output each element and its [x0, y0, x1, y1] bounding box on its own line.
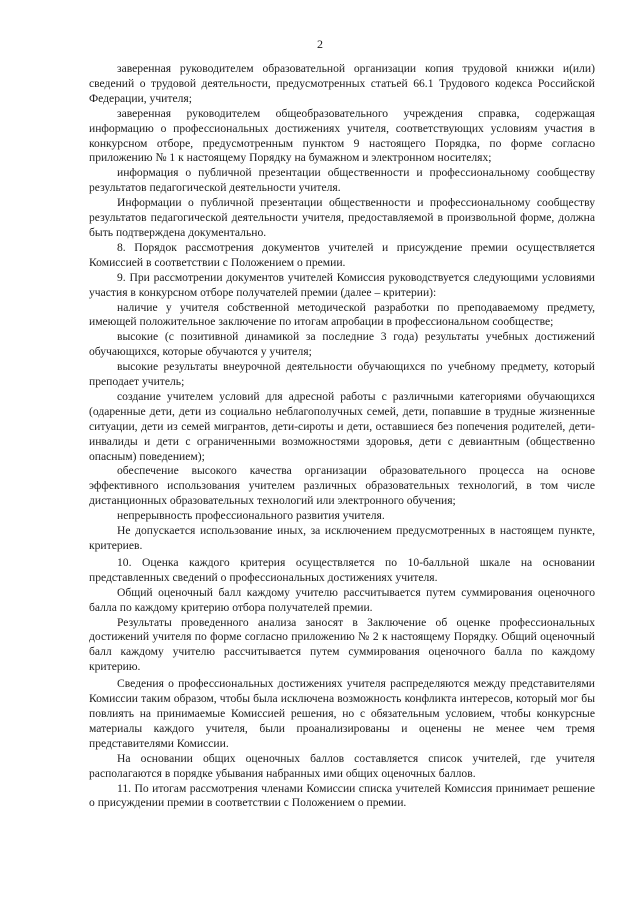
paragraph: заверенная руководителем образовательной организации копия трудовой книжки и(или) сведений о трудовой деятельности, предусмотренных статьей 66.1 Трудового кодекса Российской Федерации, учителя; [89, 62, 595, 105]
paragraph: Не допускается использование иных, за исключением предусмотренных в настоящем пункте, критериев. [89, 524, 595, 552]
paragraph: 11. По итогам рассмотрения членами Комиссии списка учителей Комиссия принимает решение о присуждении премии в соответствии с Положением о премии. [89, 781, 595, 810]
paragraph: Общий оценочный балл каждому учителю рассчитывается путем суммирования оценочного балла по каждому критерию отбора получателей премии. [89, 585, 595, 614]
paragraph: обеспечение высокого качества организации образовательного процесса на основе эффективного использования учителем различных образовательных технологий, в том числе дистанционных образовательных технологий или электронного обучения; [89, 464, 595, 508]
paragraph: 9. При рассмотрении документов учителей Комиссия руководствуется следующими условиями участия в конкурсном отборе получателей премии (далее – критерии): [89, 270, 595, 299]
paragraph: Результаты проведенного анализа заносят в Заключение об оценке профессиональных достижений учителя по форме согласно приложению № 2 к настоящему Порядку. Общий оценочный балл каждому учителю рассчитывается путем суммирования оценочного балла по каждому критерию. [89, 615, 595, 674]
paragraph: высокие результаты внеурочной деятельности обучающихся по учебному предмету, который преподает учитель; [89, 360, 595, 389]
page-number: 2 [317, 37, 323, 51]
paragraph: Информации о публичной презентации общественности и профессиональному сообществу результатов педагогической деятельности учителя, предоставляемой в произвольной форме, должна быть подтверждена документально. [89, 196, 595, 239]
paragraph: На основании общих оценочных баллов составляется список учителей, где учителя располагаются в порядке убывания набранных ими общих оценочных баллов. [89, 751, 595, 780]
paragraph: высокие (с позитивной динамикой за последние 3 года) результаты учебных достижений обучающихся, которые обучаются у учителя; [89, 330, 595, 359]
paragraph: заверенная руководителем общеобразовательного учреждения справка, содержащая информацию о профессиональных достижениях учителя, соответствующих условиям участия в конкурсном отборе, предусмотренным пунктом 9 настоящего Порядка, по форме согласно приложению № 1 к настоящему Порядку на бумажном и электронном носителях; [89, 106, 595, 165]
paragraph: создание учителем условий для адресной работы с различными категориями обучающихся (одаренные дети, дети из социально неблагополучных семей, дети, попавшие в трудные жизненные ситуации, дети из семей мигрантов, дети-сироты и дети, оставшиеся без попечения родителей, дети-инвалиды и дети с ограниченными возможностями здоровья, дети с девиантным (общественно опасным) поведением); [89, 389, 595, 463]
document-body [89, 62, 595, 811]
paragraph: Сведения о профессиональных достижениях учителя распределяются между представителями Комиссии таким образом, чтобы была исключена возможность конфликта интересов, который мог бы повлиять на принимаемые Комиссией решения, но с обязательным условием, чтобы конкурсные материалы каждого учителя, были проанализированы и оценены не менее чем тремя представителями Комиссии. [89, 677, 595, 750]
paragraph: наличие у учителя собственной методической разработки по преподаваемому предмету, имеющей положительное заключение по итогам апробации в профессиональном сообществе; [89, 300, 595, 329]
paragraph: 10. Оценка каждого критерия осуществляется по 10-балльной шкале на основании представленных сведений о профессиональных достижениях учителя. [89, 555, 595, 584]
paragraph: непрерывность профессионального развития учителя. [117, 509, 385, 523]
paragraph: 8. Порядок рассмотрения документов учителей и присуждение премии осуществляется Комиссией в соответствии с Положением о премии. [89, 240, 595, 269]
paragraph: информация о публичной презентации общественности и профессиональному сообществу результатов педагогической деятельности учителя. [89, 166, 595, 195]
